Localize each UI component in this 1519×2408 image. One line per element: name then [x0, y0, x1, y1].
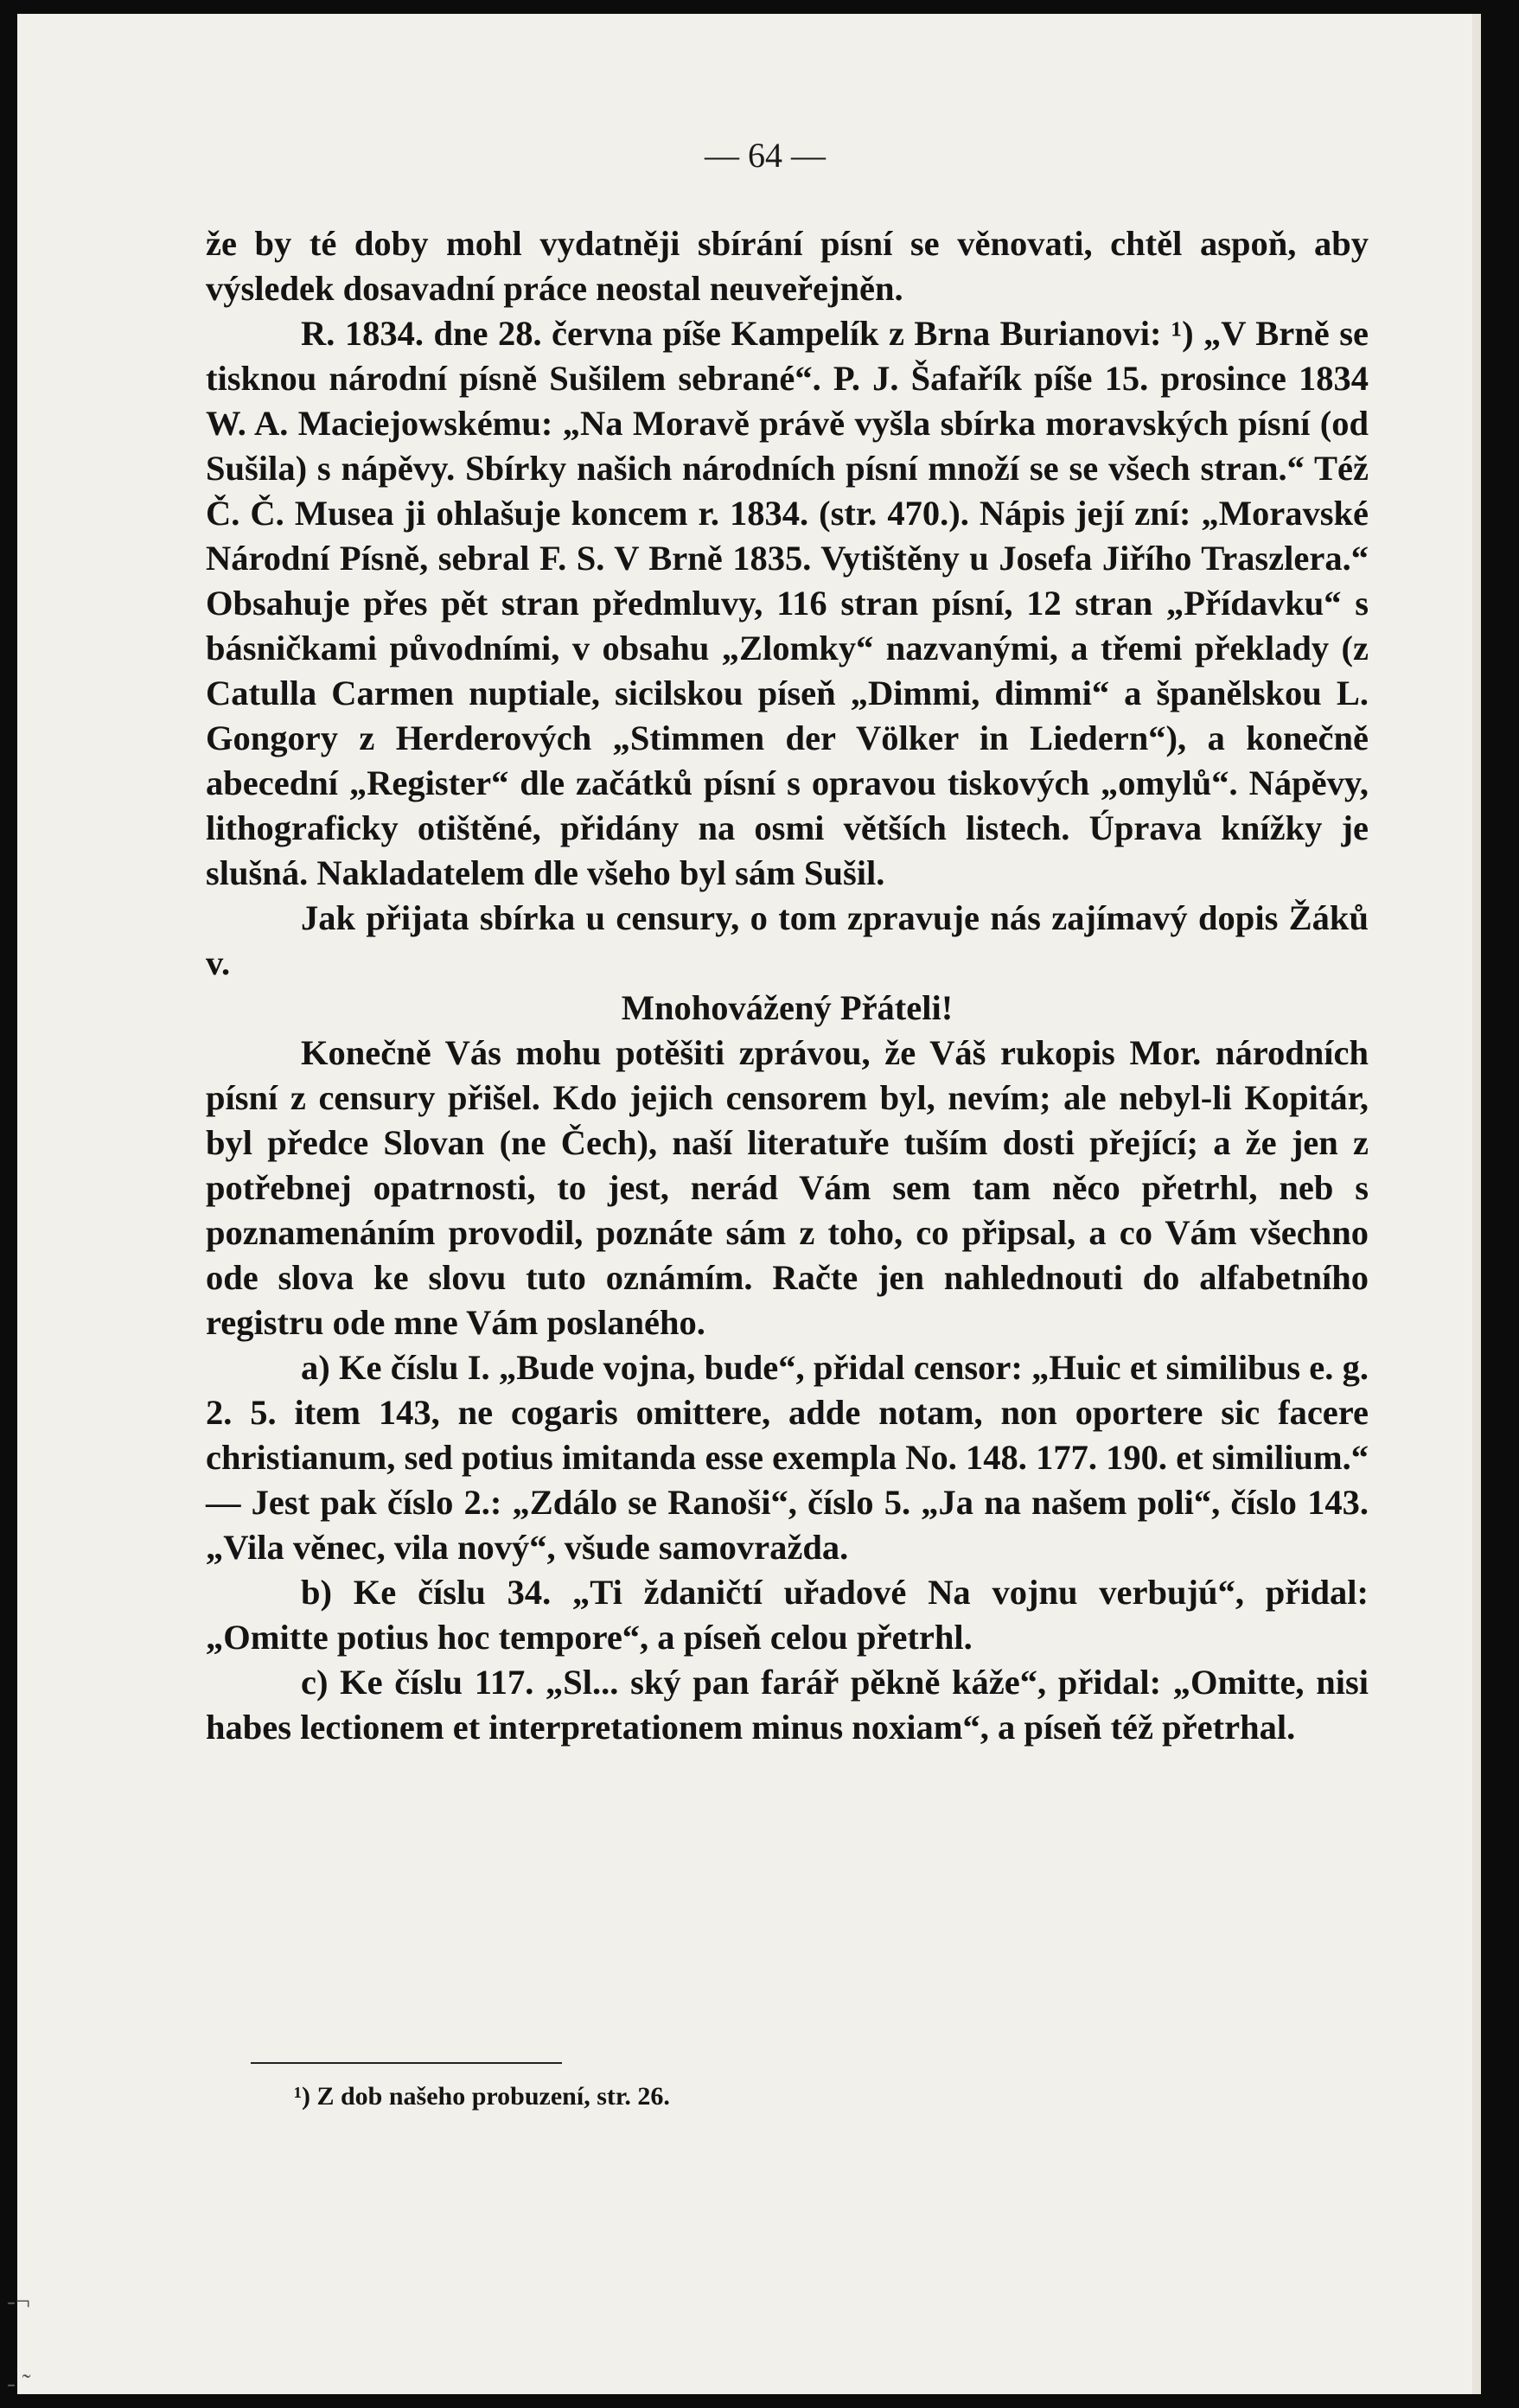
scanned-page — [17, 14, 1481, 2394]
page-edge — [1472, 14, 1481, 2394]
footnote-divider — [251, 2062, 562, 2064]
paragraph-6: b) Ke číslu 34. „Ti ždaničtí uřadové Na vojnu verbujú“, přidal: „Omitte potius hoc tempore“, a píseň celou přetrhl. — [206, 1573, 1369, 1657]
paragraph-1: že by té doby mohl vydatněji sbírání písní se věnovati, chtěl aspoň, aby výsledek dosavadní práce neostal neuveřejněn. — [206, 224, 1369, 308]
margin-mark: -¬ — [7, 2287, 30, 2315]
body-text — [206, 221, 1369, 1750]
page-number: — 64 — — [705, 136, 826, 175]
margin-mark: - ˜ — [7, 2369, 31, 2398]
paragraph-7: c) Ke číslu 117. „Sl... ský pan farář pěkně káže“, přidal: „Omitte, nisi habes lectionem et interpretationem minus noxiam“, a píseň též přetrhal. — [206, 1663, 1369, 1747]
letter-salutation: Mnohovážený Přáteli! — [621, 988, 954, 1027]
paragraph-3: Jak přijata sbírka u censury, o tom zpravuje nás zajímavý dopis Žáků v. — [206, 898, 1369, 982]
paragraph-2: R. 1834. dne 28. června píše Kampelík z Brna Burianovi: ¹) „V Brně se tisknou národní písně Sušilem sebrané“. P. J. Šafařík píše 15. prosince 1834 W. A. Maciejowskému: „Na Moravě právě vyšla sbírka moravských písní (od Sušila) s nápěvy. Sbírky našich národních písní množí se se všech stran.“ Též Č. Č. Musea ji ohlašuje koncem r. 1834. (str. 470.). Nápis její zní: „Moravské Národní Písně, sebral F. S. V Brně 1835. Vytištěny u Josefa Jiřího Traszlera.“ Obsahuje přes pět stran předmluvy, 116 stran písní, 12 stran „Přídavku“ s básničkami původními, v obsahu „Zlomky“ nazvanými, a třemi překlady (z Catulla Carmen nuptiale, sicilskou píseň „Dimmi, dimmi“ a španělskou L. Gongory z Herderových „Stimmen der Völker in Liedern“), a konečně abecední „Register“ dle začátků písní s opravou tiskových „omylů“. Nápěvy, lithograficky otištěné, přidány na osmi větších listech. Úprava knížky je slušná. Nakladatelem dle všeho byl sám Sušil. — [206, 314, 1369, 892]
footnote: ¹) Z dob našeho probuzení, str. 26. — [294, 2082, 670, 2111]
paragraph-4: Konečně Vás mohu potěšiti zprávou, že Váš rukopis Mor. národních písní z censury přišel. Kdo jejich censorem byl, nevím; ale nebyl-li Kopitár, byl předce Slovan (ne Čech), naší literatuře tuším dosti přející; a že jen z potřebnej opatrnosti, to jest, nerád Vám sem tam něco přetrhl, neb s poznamenáním provodil, poznáte sám z toho, co připsal, a co Vám všechno ode slova ke slovu tuto oznámím. Račte jen nahlednouti do alfabetního registru ode mne Vám poslaného. — [206, 1033, 1369, 1342]
paragraph-5: a) Ke číslu I. „Bude vojna, bude“, přidal censor: „Huic et similibus e. g. 2. 5. item 143, ne cogaris omittere, adde notam, non oportere sic facere christianum, sed potius imitanda esse exempla No. 148. 177. 190. et similium.“ — Jest pak číslo 2.: „Zdálo se Ranoši“, číslo 5. „Ja na našem poli“, číslo 143. „Vila věnec, vila nový“, všude samovražda. — [206, 1348, 1369, 1567]
